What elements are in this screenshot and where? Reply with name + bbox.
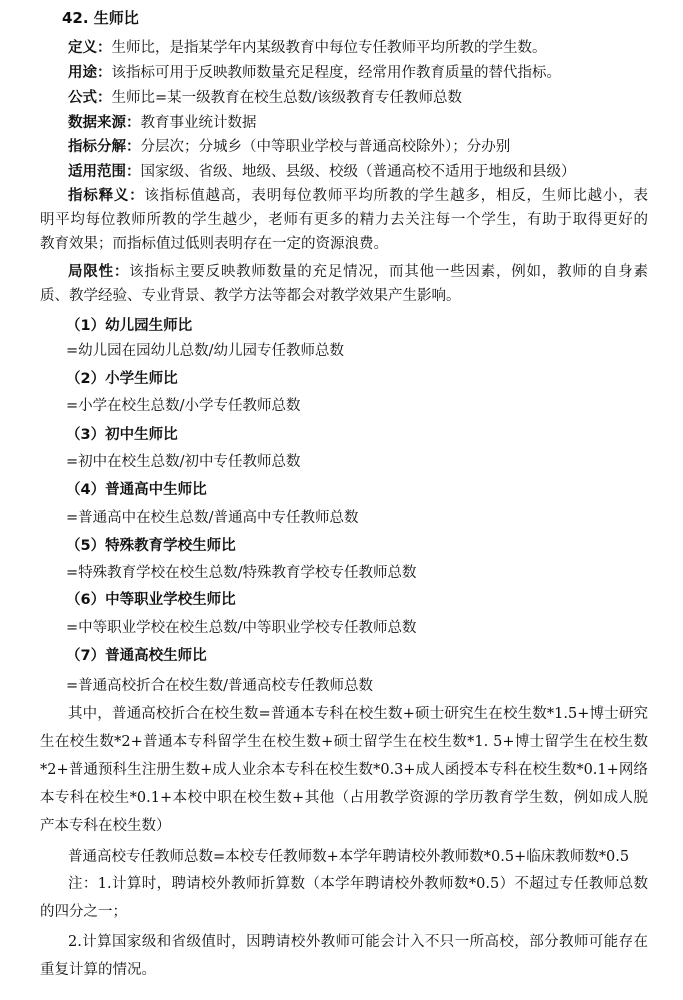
note-2-line-1: 2.计算国家级和省级值时，因聘请校外教师可能会计入不只一所高校，部分教师可能存在	[68, 934, 648, 950]
interpretation-line-1	[68, 186, 648, 206]
usage-text: 该指标可用于反映教师数量充足程度，经常用作教育质量的替代指标。	[111, 65, 561, 81]
limitation-line-1	[68, 262, 648, 282]
interpretation-label: 指标释义：	[68, 188, 145, 204]
item-heading-3: （3）初中生师比	[66, 427, 178, 443]
source-text: 教育事业统计数据	[140, 115, 257, 131]
item-heading-2: （2）小学生师比	[66, 371, 178, 387]
item-heading-4: （4）普通高中生师比	[66, 482, 207, 498]
item-formula-2: =小学在校生总数/小学专任教师总数	[66, 398, 301, 414]
item-heading-1: （1）幼儿园生师比	[66, 318, 193, 334]
limitation-label: 局限性：	[68, 264, 130, 280]
limitation-text-1: 该指标主要反映教师数量的充足情况，而其他一些因素，例如，教师的自身素	[129, 264, 649, 280]
formula-label: 公式：	[68, 90, 112, 106]
item-heading-5: （5）特殊教育学校生师比	[66, 538, 236, 554]
formula-text: 生师比=某一级教育在校生总数/该级教育专任教师总数	[111, 90, 463, 106]
source-line	[68, 113, 678, 133]
item-formula-5: =特殊教育学校在校生总数/特殊教育学校专任教师总数	[66, 565, 417, 581]
item-formula-4: =普通高中在校生总数/普通高中专任教师总数	[66, 510, 359, 526]
scope-label: 适用范围：	[68, 164, 141, 180]
item-formula-3: =初中在校生总数/初中专任教师总数	[66, 454, 301, 470]
scope-line	[68, 162, 678, 182]
breakdown-text: 分层次；分城乡（中等职业学校与普通高校除外）；分办别	[140, 139, 511, 155]
note-1-line-2: 的四分之一；	[40, 904, 127, 920]
enrollment-note-line-4: 本专科在校生*0.1+本校中职在校生数+其他（占用教学资源的学历教育学生数，例如成人脱	[40, 790, 648, 806]
breakdown-label: 指标分解：	[68, 139, 141, 155]
interpretation-line-3: 教育效果；而指标值过低则表明存在一定的资源浪费。	[40, 236, 388, 252]
definition-line	[68, 38, 678, 58]
interpretation-text-1: 该指标值越高，表明每位教师平均所教的学生越多，相反，生师比越小，表	[144, 188, 648, 204]
definition-text: 生师比，是指某学年内某级教育中每位专任教师平均所教的学生数。	[111, 40, 547, 56]
note-1-line-1: 注：1.计算时，聘请校外教师折算数（本学年聘请校外教师数*0.5）不超过专任教师总数	[68, 876, 648, 892]
item-heading-7: （7）普通高校生师比	[66, 648, 207, 664]
enrollment-note-line-1: 其中，普通高校折合在校生数=普通本专科在校生数+硕士研究生在校生数*1.5+博士研究	[68, 706, 648, 722]
enrollment-note-line-5: 产本专科在校生数）	[40, 818, 171, 834]
source-label: 数据来源：	[68, 115, 141, 131]
enrollment-note-line-3: *2+普通预科生注册生数+成人业余本专科在校生数*0.3+成人函授本专科在校生数*0.1+网络	[40, 762, 648, 778]
definition-label: 定义：	[68, 40, 112, 56]
teacher-formula: 普通高校专任教师总数=本校专任教师数+本学年聘请校外教师数*0.5+临床教师数*0.5	[68, 849, 630, 865]
usage-label: 用途：	[68, 65, 112, 81]
limitation-line-2: 质、教学经验、专业背景、教学方法等都会对教学效果产生影响。	[40, 288, 461, 304]
breakdown-line	[68, 137, 678, 157]
item-formula-6: =中等职业学校在校生总数/中等职业学校专任教师总数	[66, 620, 417, 636]
item-formula-1: =幼儿园在园幼儿总数/幼儿园专任教师总数	[66, 343, 345, 359]
section-title: 42. 生师比	[62, 9, 139, 27]
usage-line	[68, 63, 678, 83]
item-heading-6: （6）中等职业学校生师比	[66, 592, 236, 608]
item-formula-7: =普通高校折合在校生数/普通高校专任教师总数	[66, 678, 374, 694]
formula-line	[68, 88, 678, 108]
enrollment-note-line-2: 生在校生数*2+普通本专科留学生在校生数+硕士留学生在校生数*1. 5+博士留学生在校生数	[40, 734, 648, 750]
note-2-line-2: 重复计算的情况。	[40, 962, 156, 978]
interpretation-line-2: 明平均每位教师所教的学生越少，老师有更多的精力去关注每一个学生，有助于取得更好的	[40, 212, 648, 228]
scope-text: 国家级、省级、地级、县级、校级（普通高校不适用于地级和县级）	[140, 164, 576, 180]
